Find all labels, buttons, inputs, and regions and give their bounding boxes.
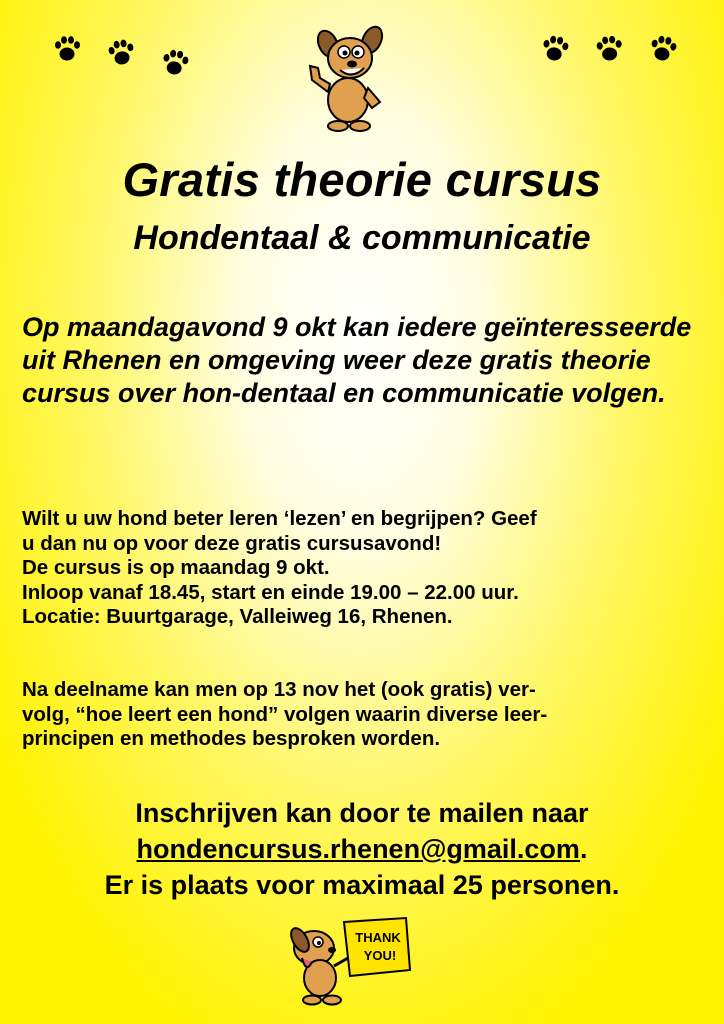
signup-block [0, 795, 724, 903]
paw-print-icon [52, 34, 82, 62]
details-paragraph [22, 507, 712, 630]
course-time-line: Inloop vanaf 18.45, start en einde 19.00 – 22.00 uur. [22, 580, 519, 604]
paw-print-icon [593, 33, 626, 64]
email-link[interactable]: hondencursus.rhenen@gmail.com [136, 834, 580, 864]
poster-title: Gratis theorie cursus [122, 153, 602, 206]
followup-line: principen en methodes besproken worden. [22, 727, 441, 750]
course-date-line: De cursus is op maandag 9 okt. [22, 556, 330, 579]
capacity-note: Er is plaats voor maximaal 25 personen. [104, 870, 620, 900]
paw-print-icon [104, 36, 138, 69]
paw-print-icon [646, 32, 680, 65]
thank-you-sign-line1: THANK [355, 930, 401, 945]
email-line [0, 831, 724, 867]
details-line: u dan nu op voor deze gratis cursusavond! [22, 531, 442, 555]
poster-subtitle: Hondentaal & communicatie [133, 219, 591, 257]
intro-paragraph: Op maandagavond 9 okt kan iedere geïnteresseerde uit Rhenen en omgeving weer deze gratis theorie cursus over hon-dentaal en communicatie volgen. [22, 312, 692, 408]
paw-print-icon [158, 46, 192, 78]
followup-paragraph [22, 678, 712, 752]
email-suffix: . [579, 834, 588, 864]
paw-prints-left [40, 34, 202, 62]
signup-instruction: Inschrijven kan door te mailen naar [135, 798, 589, 828]
details-line: Wilt u uw hond beter leren ‘lezen’ en begrijpen? Geef [22, 507, 537, 530]
followup-line: Na deelname kan men op 13 nov het (ook gratis) ver- [22, 678, 536, 701]
paw-prints-right [528, 34, 690, 62]
followup-line: volg, “hoe leert een hond” volgen waarin diverse leer- [22, 702, 548, 726]
paw-print-icon [538, 32, 572, 64]
thank-you-dog-illustration [280, 914, 416, 1006]
course-location-line: Locatie: Buurtgarage, Valleiweg 16, Rhenen. [22, 605, 453, 628]
thank-you-sign-line2: YOU! [363, 948, 397, 963]
thumbs-up-dog-illustration [302, 22, 392, 134]
